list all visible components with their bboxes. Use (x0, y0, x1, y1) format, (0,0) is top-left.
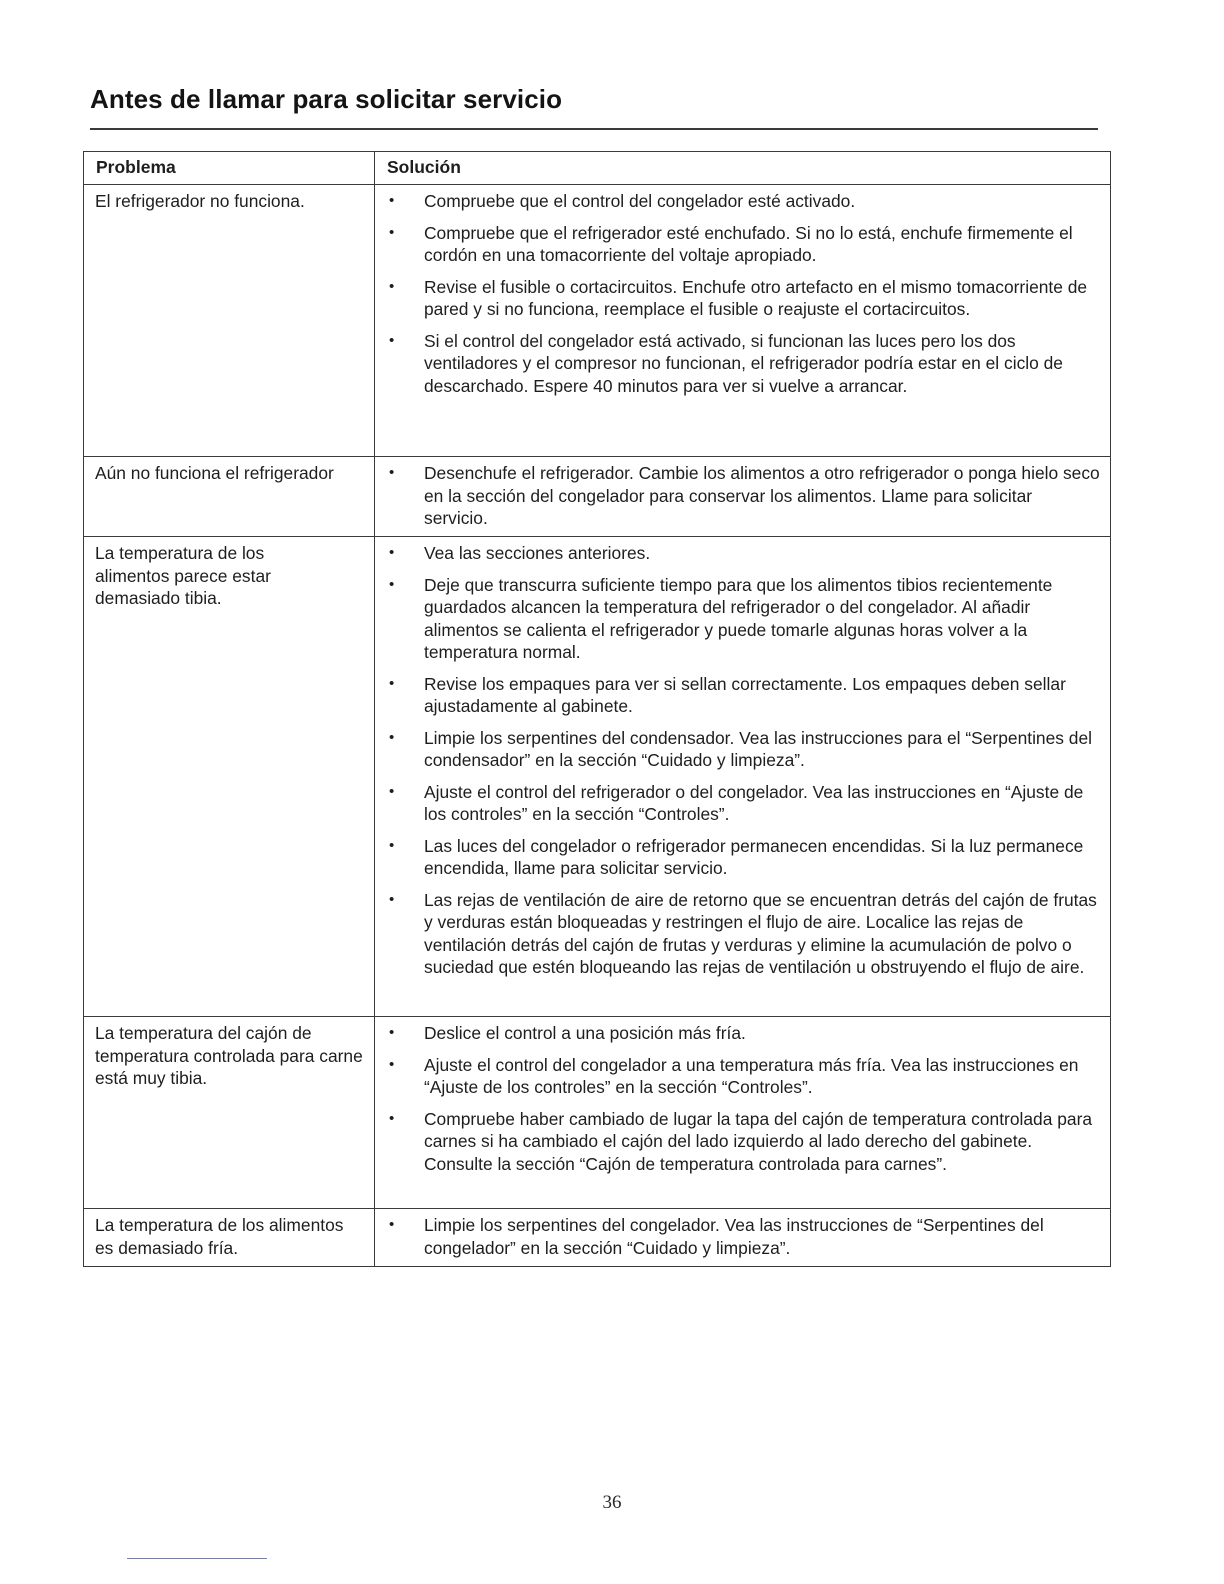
solution-item: • Las luces del congelador o refrigerador permanecen encendidas. Si la luz permanece encendida, llame para solicitar servicio. (385, 835, 1100, 880)
solution-item: • Si el control del congelador está activado, si funcionan las luces pero los dos ventiladores y el compresor no funcionan, el refrigerador podría estar en el ciclo de descarchado. Espere 40 minutos para ver si vuelve a arrancar. (385, 330, 1100, 398)
problem-cell: La temperatura de los alimentos parece estar demasiado tibia. (84, 537, 375, 1017)
page-number: 36 (602, 1492, 622, 1513)
solution-cell (375, 1209, 1111, 1267)
solution-cell (375, 457, 1111, 537)
solution-cell (375, 185, 1111, 457)
solution-item: • Limpie los serpentines del condensador. Vea las instrucciones para el “Serpentines del condensador” en la sección “Cuidado y limpieza”. (385, 727, 1100, 772)
solution-item: • Compruebe haber cambiado de lugar la tapa del cajón de temperatura controlada para carnes si ha cambiado el cajón del lado izquierdo al lado derecho del gabinete. Consulte la sección “Cajón de temperatura controlada para carnes”. (385, 1108, 1100, 1176)
problem-cell: La temperatura de los alimentos es demasiado fría. (84, 1209, 375, 1267)
solution-item: • Revise el fusible o cortacircuitos. Enchufe otro artefacto en el mismo tomacorriente de pared y si no funciona, reemplace el fusible o reajuste el cortacircuitos. (385, 276, 1100, 321)
solution-list (385, 542, 1100, 979)
table-header-row (84, 152, 1111, 185)
solution-item: • Ajuste el control del congelador a una temperatura más fría. Vea las instrucciones en “Ajuste de los controles” en la sección “Controles”. (385, 1054, 1100, 1099)
table-row (84, 1209, 1111, 1267)
solution-item: • Revise los empaques para ver si sellan correctamente. Los empaques deben sellar ajustadamente al gabinete. (385, 673, 1100, 718)
solution-item: • Compruebe que el control del congelador esté activado. (385, 190, 1100, 213)
solution-cell (375, 537, 1111, 1017)
table-row (84, 537, 1111, 1017)
solution-item: • Deslice el control a una posición más fría. (385, 1022, 1100, 1045)
problem-cell: La temperatura del cajón de temperatura controlada para carne está muy tibia. (84, 1017, 375, 1209)
header-solution: Solución (375, 152, 1111, 185)
solution-item: • Limpie los serpentines del congelador. Vea las instrucciones de “Serpentines del congelador” en la sección “Cuidado y limpieza”. (385, 1214, 1100, 1259)
table-row (84, 185, 1111, 457)
problem-cell: Aún no funciona el refrigerador (84, 457, 375, 537)
solution-item: • Deje que transcurra suficiente tiempo para que los alimentos tibios recientemente guardados alcancen la temperatura del refrigerador o del congelador. Al añadir alimentos se calienta el refrigerador y puede tomarle algunas horas volver a la temperatura normal. (385, 574, 1100, 664)
scan-artifact-line (127, 1558, 267, 1559)
page-title: Antes de llamar para solicitar servicio (90, 84, 563, 114)
header-problem: Problema (84, 152, 375, 185)
problem-cell: El refrigerador no funciona. (84, 185, 375, 457)
solution-cell (375, 1017, 1111, 1209)
solution-item: • Compruebe que el refrigerador esté enchufado. Si no lo está, enchufe firmemente el cordón en una tomacorriente del voltaje apropiado. (385, 222, 1100, 267)
solution-list (385, 462, 1100, 530)
solution-item: • Vea las secciones anteriores. (385, 542, 1100, 565)
solution-item: • Ajuste el control del refrigerador o del congelador. Vea las instrucciones en “Ajuste de los controles” en la sección “Controles”. (385, 781, 1100, 826)
solution-list (385, 1214, 1100, 1259)
solution-list (385, 1022, 1100, 1175)
title-divider (90, 128, 1098, 130)
table-row (84, 457, 1111, 537)
solution-item: • Las rejas de ventilación de aire de retorno que se encuentran detrás del cajón de frutas y verduras están bloqueadas y restringen el flujo de aire. Localice las rejas de ventilación detrás del cajón de frutas y verduras y elimine la acumulación de polvo o suciedad que estén bloqueando las rejas de ventilación u obstruyendo el flujo de aire. (385, 889, 1100, 979)
solution-list (385, 190, 1100, 397)
table-row (84, 1017, 1111, 1209)
solution-item: • Desenchufe el refrigerador. Cambie los alimentos a otro refrigerador o ponga hielo seco en la sección del congelador para conservar los alimentos. Llame para solicitar servicio. (385, 462, 1100, 530)
troubleshooting-table (83, 151, 1111, 1267)
